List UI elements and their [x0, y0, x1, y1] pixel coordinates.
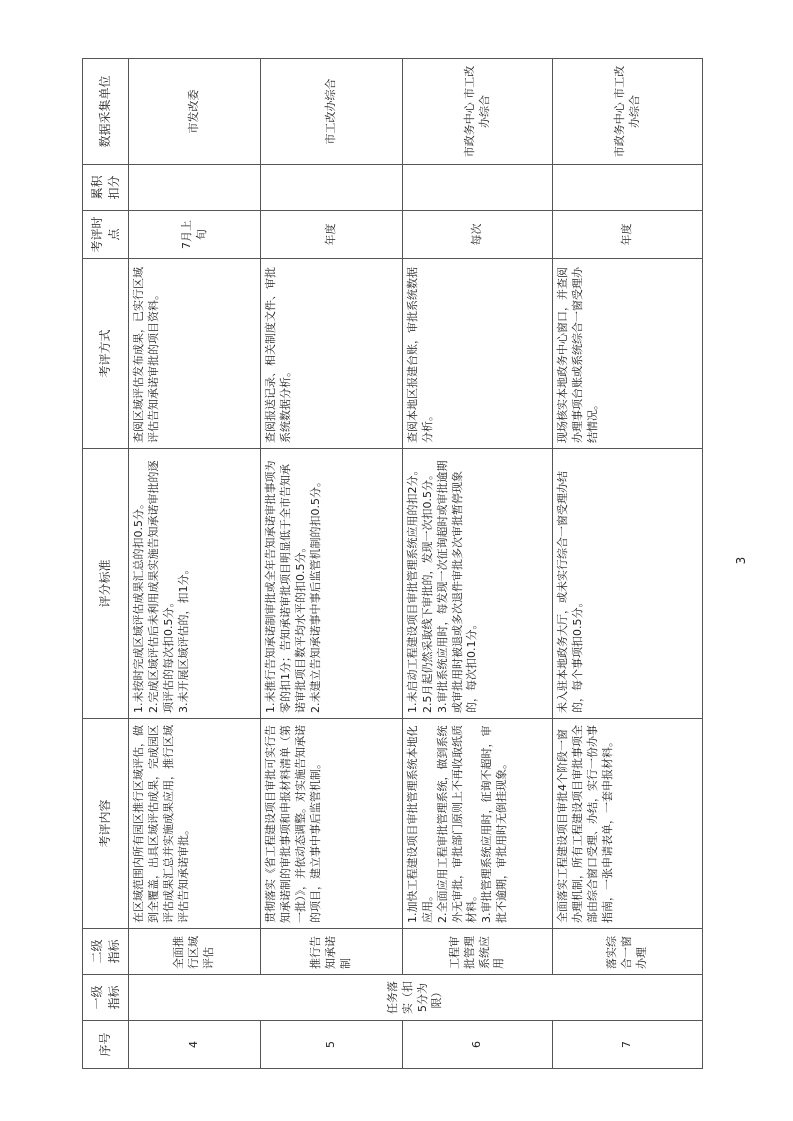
row-seq: 4	[129, 1021, 261, 1069]
content-line: 3.审批管理系统应用时，征询不超时，审批不逾期，审批用时无倒挂现象。	[480, 725, 509, 923]
row-method: 查阅本地区报建台账，审批系统数据分析。	[403, 259, 553, 449]
row-cumulative	[403, 165, 553, 211]
row-cumulative	[261, 165, 403, 211]
standard-line: 1.未推行告知承诺制审批或全年告知承诺审批事项为零的扣1分；告知承诺审批项目明显低于全市告知承诺审批项目数平均水平的扣0.5分。	[264, 460, 307, 713]
row-unit: 市政务中心 市工改办综合	[403, 59, 553, 165]
table-row	[261, 59, 403, 1069]
row-standard	[261, 449, 403, 719]
header-level2: 二级指标	[83, 929, 129, 975]
evaluation-table	[82, 58, 703, 1069]
standard-line: 2.完成区域评估后未利用成果实施告知承诺审批的逐项评估的每次扣0.5分。	[146, 460, 175, 713]
header-cumulative: 累积扣分	[83, 165, 129, 211]
row-unit: 市发改委	[129, 59, 261, 165]
row-content	[403, 719, 553, 929]
table-row	[403, 59, 553, 1069]
row-standard	[553, 449, 703, 719]
content-line: 2.全面应用工程审批管理系统，做到系统外无审批，审批部门原则上不再收取纸质材料。	[435, 725, 479, 923]
row-cumulative	[129, 165, 261, 211]
row-seq: 5	[261, 1021, 403, 1069]
standard-line: 1.未启动工程建设项目审批管理系统应用的扣2分。	[406, 464, 419, 713]
row-unit: 市工改办综合	[261, 59, 403, 165]
table-row	[553, 59, 703, 1069]
row-level2: 落实综合一窗办理	[553, 929, 703, 975]
row-time: 7月上旬	[129, 211, 261, 259]
row-content: 贯彻落实《省工程建设项目审批可实行告知承诺制的审批事项和申报材料清单（第一批）》，并依动态调整。对实施告知承诺的项目，建立事中事后监管机制。	[261, 719, 403, 929]
header-standard: 评分标准	[83, 449, 129, 719]
row-standard	[403, 449, 553, 719]
row-level2: 全面推行区域评估	[129, 929, 261, 975]
header-seq: 序号	[83, 1021, 129, 1069]
standard-line: 3.未开展区域评估的，扣1分。	[176, 563, 190, 713]
row-method: 现场核实本地政务中心窗口，并查阅办理事项台账或系统综合一窗受理办结情况。	[553, 259, 703, 449]
header-method: 考评方式	[83, 259, 129, 449]
header-level1: 一级指标	[83, 975, 129, 1021]
row-standard	[129, 449, 261, 719]
standard-line: 2.5月起仍然采取线下审批的，发现一次扣0.5分。	[420, 469, 434, 713]
row-unit: 市政务中心 市工改办综合	[553, 59, 703, 165]
row-time: 每次	[403, 211, 553, 259]
table-row	[129, 59, 261, 1069]
row-time: 年度	[261, 211, 403, 259]
row-level2: 工程审批管理系统应用	[403, 929, 553, 975]
page-number: 3	[734, 556, 748, 565]
row-seq: 7	[553, 1021, 703, 1069]
header-row	[83, 59, 129, 1069]
standard-line: 1.未按时完成区域评估成果汇总的扣0.5分。	[132, 498, 145, 713]
row-cumulative	[553, 165, 703, 211]
row-content: 全面落实工程建设项目审批4个阶段一窗办理机制，所有工程建设项目审批事项全部由综合窗口受理、办结，实行一份办事指南，一张申请表单，一套申报材料。	[553, 719, 703, 929]
content-line: 1.加快工程建设项目审批管理系统本地化应用。	[406, 725, 434, 923]
row-method: 查阅区域评估发布成果，已实行区域评估告知承诺审批的项目资料。	[129, 259, 261, 449]
standard-line: 未入驻本地政务大厅，或未实行综合一窗受理办结的，每个事项扣0.5分。	[556, 471, 584, 713]
standard-line: 3.审批系统应用时，每发现一次征询超时或审批逾期或审批用时被退或多次退件审批多次审批暂停现象的，每次扣0.1分。	[435, 460, 479, 713]
row-content: 在区域范围内所有园区推行区域评估，做到全覆盖，出具区域评估成果，完成园区评估成果汇总并实施成果应用，推行区域评估告知承诺审批。	[129, 719, 261, 929]
header-time: 考评时点	[83, 211, 129, 259]
level1-cell: 任务落实（扣5分为限）	[129, 975, 703, 1021]
row-method: 查阅报送记录、相关制度文件、审批系统数据分析。	[261, 259, 403, 449]
standard-line: 2.未建立告知承诺事中事后监管机制的扣0.5分。	[308, 476, 322, 713]
header-unit: 数据采集单位	[83, 59, 129, 165]
row-seq: 6	[403, 1021, 553, 1069]
row-level2: 推行告知承诺制	[261, 929, 403, 975]
header-content: 考评内容	[83, 719, 129, 929]
row-time: 年度	[553, 211, 703, 259]
